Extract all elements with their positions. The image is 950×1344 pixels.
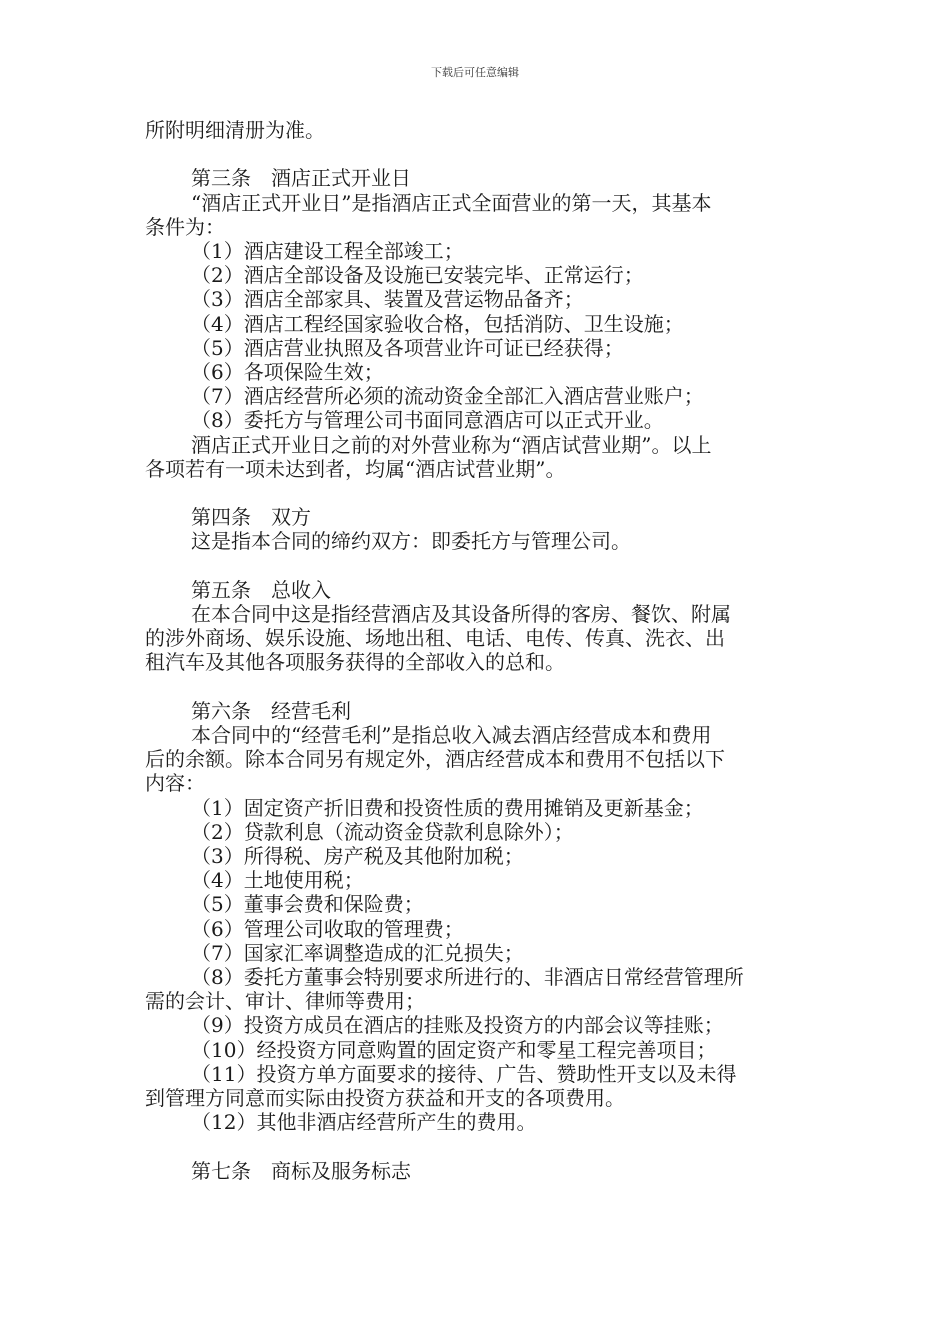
- list-item: （9）投资方成员在酒店的挂账及投资方的内部会议等挂账；: [191, 1013, 724, 1038]
- text-line: 租汽车及其他各项服务获得的全部收入的总和。: [145, 650, 565, 675]
- paragraph-gap: [145, 675, 815, 699]
- list-item: （10）经投资方同意购置的固定资产和零星工程完善项目；: [191, 1037, 717, 1062]
- text-line: 的涉外商场、娱乐设施、场地出租、电话、电传、传真、洗衣、出: [145, 626, 725, 651]
- list-item: （7）国家汇率调整造成的汇兑损失；: [191, 940, 524, 965]
- paragraph-gap: [145, 1134, 815, 1158]
- list-item: （12）其他非酒店经营所产生的费用。: [191, 1110, 537, 1135]
- list-item: （8）委托方董事会特别要求所进行的、非酒店日常经营管理所: [191, 965, 744, 990]
- list-item: （3）酒店全部家具、装置及营运物品备齐；: [191, 287, 584, 312]
- article-6-heading: 第六条 经营毛利: [191, 698, 351, 723]
- list-item: （6）各项保险生效；: [191, 360, 384, 385]
- article-5-heading: 第五条 总收入: [191, 577, 331, 602]
- list-item: （2）贷款利息（流动资金贷款利息除外）；: [191, 819, 574, 844]
- article-3-heading: 第三条 酒店正式开业日: [191, 166, 411, 191]
- list-item: （1）固定资产折旧费和投资性质的费用摊销及更新基金；: [191, 795, 704, 820]
- paragraph-gap: [145, 554, 815, 578]
- page-header: 下载后可任意编辑: [431, 66, 519, 79]
- paragraph-gap: [145, 481, 815, 505]
- list-item: （4）土地使用税；: [191, 868, 364, 893]
- text-line: 内容：: [145, 771, 205, 796]
- list-item: （1）酒店建设工程全部竣工；: [191, 239, 464, 263]
- list-item: （5）酒店营业执照及各项营业许可证已经获得；: [191, 335, 624, 360]
- text-line: “酒店正式开业日”是指酒店正式全面营业的第一天，其基本: [191, 190, 712, 215]
- text-line: 酒店正式开业日之前的对外营业称为“酒店试营业期”。以上: [191, 432, 712, 457]
- list-item: （5）董事会费和保险费；: [191, 892, 424, 917]
- list-item: （11）投资方单方面要求的接待、广告、赞助性开支以及未得: [191, 1061, 737, 1086]
- text-line: 这是指本合同的缔约双方：即委托方与管理公司。: [191, 529, 631, 554]
- list-item: （6）管理公司收取的管理费；: [191, 916, 464, 941]
- text-line: 需的会计、审计、律师等费用；: [145, 989, 425, 1014]
- text-line: 条件为：: [145, 214, 225, 239]
- text-line: 各项若有一项未达到者，均属“酒店试营业期”。: [145, 456, 566, 481]
- list-item: （7）酒店经营所必须的流动资金全部汇入酒店营业账户；: [191, 384, 704, 409]
- paragraph-gap: [145, 142, 815, 166]
- text-line: 在本合同中这是指经营酒店及其设备所得的客房、餐饮、附属: [191, 602, 731, 627]
- list-item: （8）委托方与管理公司书面同意酒店可以正式开业。: [191, 408, 664, 433]
- text-line: 到管理方同意而实际由投资方获益和开支的各项费用。: [145, 1086, 625, 1111]
- text-line: 所附明细清册为准。: [145, 118, 325, 142]
- text-line: 后的余额。除本合同另有规定外，酒店经营成本和费用不包括以下: [145, 747, 725, 772]
- article-7-heading: 第七条 商标及服务标志: [191, 1158, 411, 1183]
- list-item: （4）酒店工程经国家验收合格，包括消防、卫生设施；: [191, 311, 684, 336]
- text-line: 本合同中的“经营毛利”是指总收入减去酒店经营成本和费用: [191, 723, 712, 748]
- list-item: （2）酒店全部设备及设施已安装完毕、正常运行；: [191, 263, 644, 288]
- article-4-heading: 第四条 双方: [191, 505, 311, 530]
- document-body: [145, 118, 815, 1183]
- list-item: （3）所得税、房产税及其他附加税；: [191, 844, 524, 869]
